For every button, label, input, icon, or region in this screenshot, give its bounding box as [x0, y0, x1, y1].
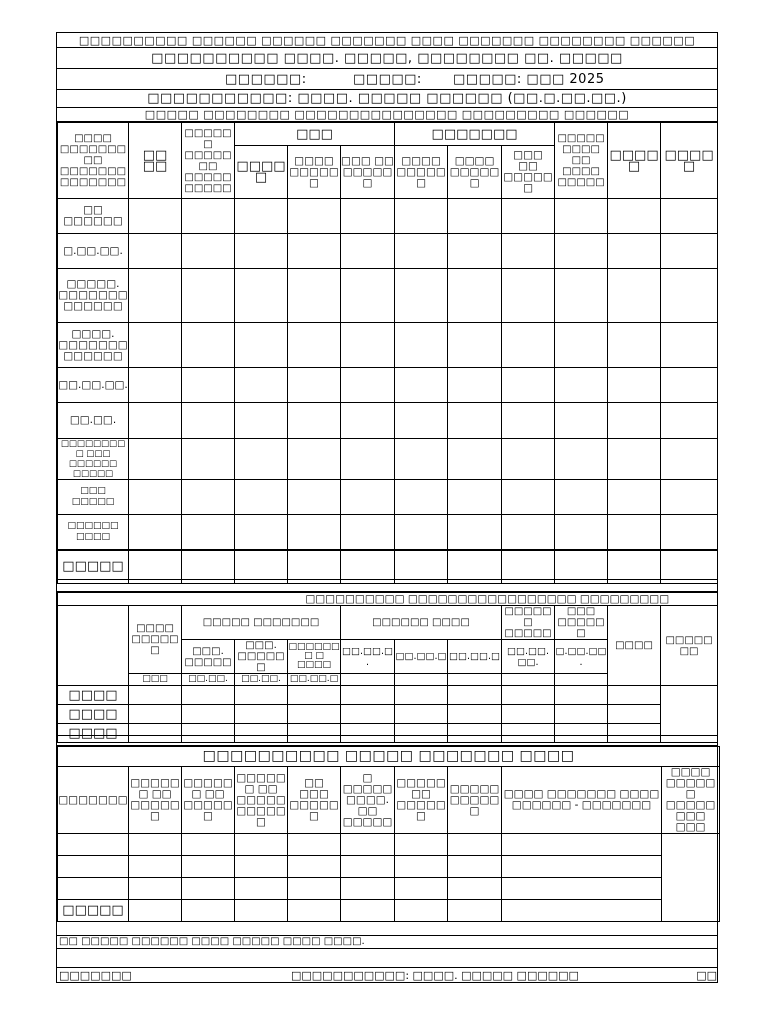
col3-header-3: □□□□□□ □□ □□□□□□: [182, 767, 235, 834]
header-label-3: □□□□□: □□□ 2025: [453, 71, 605, 87]
col-header-c2: □□.□□.□: [395, 640, 448, 674]
group-header-1: □□□: [235, 123, 395, 146]
col-header-3: □□□□□□ □□□□□ □□ □□□□□ □□□□□: [182, 123, 235, 199]
col3-header-8: □□□□□ □□□□□□: [448, 767, 502, 834]
unit-b3: □□.□□.□: [288, 674, 341, 686]
section-title-2: □□□□□□□□□□ □□□□□□□□□□□□□□□□□ □□□□□□□□□: [58, 593, 718, 606]
footer-left: □□□□□□□: [59, 969, 132, 982]
col-header-b3: □□□□□□□ □ □□□□: [288, 640, 341, 674]
col-header-g: □□□□□□□: [661, 606, 718, 686]
table-row: [58, 515, 718, 550]
col-header-m3: □□□ □□ □□□□□ □: [341, 146, 395, 199]
table-row: [58, 199, 718, 234]
table-row: [58, 368, 718, 403]
footer-center: □□□□□□□□□□□: □□□□. □□□□□ □□□□□□: [291, 969, 579, 982]
header-label-2: □□□□□:: [353, 71, 422, 87]
header-line-1: □□□□□□□□□□ □□□□□□ □□□□□□ □□□□□□□ □□□□ □□□□□□□ □□□□□□□□ □□□□□□: [57, 33, 717, 48]
table-row: [58, 439, 718, 480]
col-header-f3: □□□ □□ □□□□□ □: [502, 146, 555, 199]
col-header-z: □□□□□: [661, 123, 718, 199]
row-label: □□□□□□□□□ □□□ □□□□□□ □□□□□: [58, 439, 129, 480]
row-label: □□□ □□□□□: [58, 480, 129, 515]
main-table: [57, 122, 718, 584]
col-header-y: □□□□□: [608, 123, 661, 199]
col-header-d: □□□□□□ □□□□□: [502, 606, 555, 640]
row-label: □□□□. □□□□□□□ □□□□□□: [58, 323, 129, 368]
col-header-m1: □□□□□: [235, 146, 288, 199]
col-header-x: □□□□□ □□□□ □□ □□□□ □□□□□: [555, 123, 608, 199]
table-row: [58, 403, 718, 439]
col3-header-5: □□ □□□ □□□□□□: [288, 767, 341, 834]
total-label: □□□□□: [58, 550, 129, 584]
total-row: [58, 900, 720, 922]
col-header-f1: □□□□ □□□□□ □: [395, 146, 448, 199]
header-line-2: □□□□□□□□□□ □□□□. □□□□□, □□□□□□□□ □□. □□□□□: [57, 48, 717, 69]
col3-header-2: □□□□□ □ □□ □□□□□□: [129, 767, 182, 834]
third-table: [57, 746, 720, 922]
table-row: [58, 269, 718, 323]
header-line-4: □□□□□□□□□□□: □□□□. □□□□□ □□□□□□ (□□.□.□□.□□.): [57, 90, 717, 108]
col-header-a: □□□□ □□□□□□: [129, 606, 182, 674]
row-label: □□□□: [58, 705, 129, 724]
unit-b2: □□.□□.: [235, 674, 288, 686]
col3-header-4: □□□□□□ □□ □□□□□ □□□□□□: [235, 767, 288, 834]
col-header-d1: □□.□□. □□.: [502, 640, 555, 674]
table-row: [58, 323, 718, 368]
table-row: [58, 856, 720, 878]
row-label: □□.□□.: [58, 403, 129, 439]
col-header-c1: □□.□□.□.: [341, 640, 395, 674]
section-title-3: □□□□□□□□□□ □□□□□ □□□□□□□ □□□□: [58, 747, 720, 767]
row-label: □□□□: [58, 686, 129, 705]
row-label: □□ □□□□□□: [58, 199, 129, 234]
second-table: [57, 592, 718, 743]
col-header-f2: □□□□ □□□□□ □: [448, 146, 502, 199]
col-header-m2: □□□□ □□□□□ □: [288, 146, 341, 199]
table-row: [58, 480, 718, 515]
row-label: □□.□□.□□.: [58, 368, 129, 403]
col-header-b2: □□□. □□□□□□: [235, 640, 288, 674]
table-row: [58, 686, 718, 705]
col-header-2: □□ □□: [129, 123, 182, 199]
footer-right: □□: [696, 969, 717, 982]
report-form: [56, 32, 718, 983]
col-header-f: □□□□: [608, 606, 661, 686]
section-divider: [57, 579, 717, 592]
col-header-e1: □.□□.□□.: [555, 640, 608, 674]
table-row: [58, 834, 720, 856]
row-label: □.□□.□□.: [58, 234, 129, 269]
group-header-2: □□□□□□□: [395, 123, 555, 146]
col-header-c3: □□.□□.□: [448, 640, 502, 674]
row-label: □□□□□. □□□□□□□ □□□□□□: [58, 269, 129, 323]
table-row: [58, 705, 718, 724]
unit-a: □□□: [129, 674, 182, 686]
col3-header-7: □□□□□ □□ □□□□□□: [395, 767, 448, 834]
footer-signature-row: [57, 967, 717, 983]
col3-header-1: □□□□□□□: [58, 767, 129, 834]
col-header-b1: □□□. □□□□□: [182, 640, 235, 674]
group-header-c: □□□□□□ □□□□: [341, 606, 502, 640]
col-header-1: □□□□ □□□□□□□ □□ □□□□□□□ □□□□□□□: [58, 123, 129, 199]
col3-header-9: □□□□ □□□□□□□ □□□□ □□□□□□ - □□□□□□□: [502, 767, 662, 834]
table-row: [58, 234, 718, 269]
col3-header-10: □□□□ □□□□□□ □□□□□□□□ □□□: [662, 767, 720, 834]
table-row: [58, 878, 720, 900]
col-header-e: □□□ □□□□□□: [555, 606, 608, 640]
total-label-3: □□□□□: [58, 900, 129, 922]
header-line-3: [57, 69, 717, 90]
header-label-1: □□□□□□:: [225, 71, 307, 87]
group-header-b: □□□□□ □□□□□□□: [182, 606, 341, 640]
row-label: □□□□□□ □□□□: [58, 515, 129, 550]
section-divider: [57, 735, 717, 746]
col3-header-6: □ □□□□□ □□□□. □□ □□□□□: [341, 767, 395, 834]
unit-b1: □□.□□.: [182, 674, 235, 686]
row-label: □□□□: [58, 724, 129, 743]
header-line-5: □□□□□ □□□□□□□□ □□□□□□□□□□□□□□□ □□□□□□□□□ □□□□□□: [57, 108, 717, 122]
footer-note: □□ □□□□□ □□□□□□ □□□□ □□□□□ □□□□ □□□□.: [57, 935, 717, 949]
